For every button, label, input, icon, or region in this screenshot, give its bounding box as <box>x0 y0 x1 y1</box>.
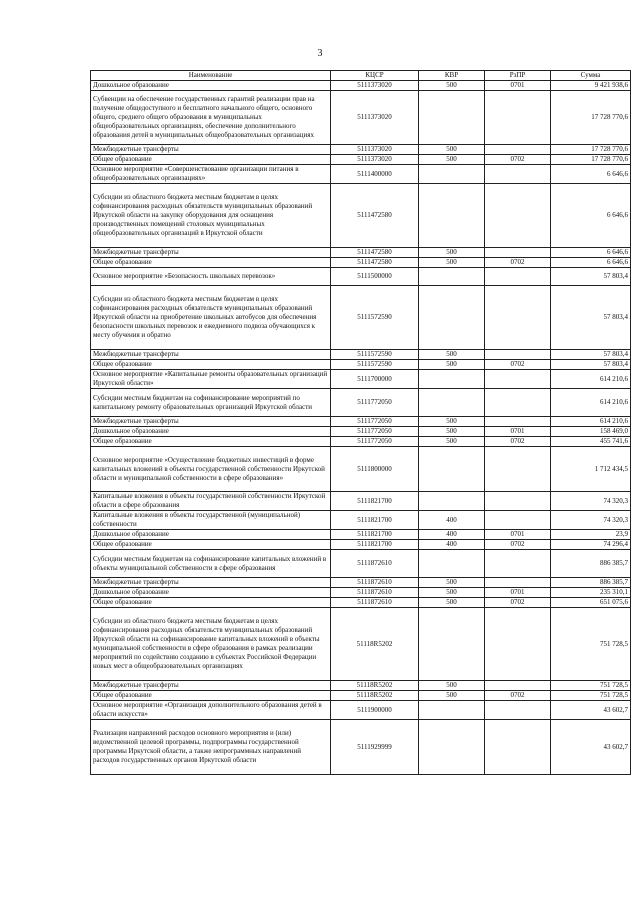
table-body <box>91 81 631 775</box>
rzpr-cell: 0702 <box>485 598 551 608</box>
kcsr-cell: 5111373020 <box>331 155 419 165</box>
table-row <box>91 598 631 608</box>
rzpr-cell: 0701 <box>485 588 551 598</box>
sum-cell: 17 728 770,6 <box>551 145 631 155</box>
sum-cell: 614 210,6 <box>551 370 631 389</box>
kcsr-cell: 5111572590 <box>331 350 419 360</box>
sum-cell: 614 210,6 <box>551 417 631 427</box>
kvr-cell <box>419 389 485 417</box>
kvr-cell <box>419 701 485 720</box>
sum-cell: 74 296,4 <box>551 540 631 550</box>
rzpr-cell <box>485 145 551 155</box>
budget-table <box>90 70 631 775</box>
page-number: 3 <box>317 48 323 59</box>
rzpr-cell: 0702 <box>485 691 551 701</box>
kcsr-cell: 5111872610 <box>331 598 419 608</box>
kvr-cell: 500 <box>419 350 485 360</box>
kcsr-cell: 51118R5202 <box>331 681 419 691</box>
kcsr-cell: 5111872610 <box>331 578 419 588</box>
kcsr-cell: 5111821700 <box>331 511 419 530</box>
kcsr-cell: 5111800000 <box>331 447 419 492</box>
table-row <box>91 389 631 417</box>
table-row <box>91 184 631 248</box>
kvr-cell: 500 <box>419 81 485 91</box>
rzpr-cell <box>485 389 551 417</box>
kcsr-cell: 5111700000 <box>331 370 419 389</box>
kcsr-cell: 5111373020 <box>331 145 419 155</box>
name-cell: Межбюджетные трансферты <box>91 578 331 588</box>
kcsr-cell: 5111772050 <box>331 427 419 437</box>
table-row <box>91 248 631 258</box>
table-row <box>91 720 631 775</box>
name-cell: Межбюджетные трансферты <box>91 417 331 427</box>
rzpr-cell <box>485 701 551 720</box>
table-row <box>91 165 631 184</box>
name-cell: Основное мероприятие «Организация дополнительного образования детей в области искусств» <box>91 701 331 720</box>
name-cell: Общее образование <box>91 360 331 370</box>
rzpr-cell <box>485 184 551 248</box>
kcsr-cell: 5111400000 <box>331 165 419 184</box>
name-cell: Основное мероприятие «Совершенствование организации питания в общеобразовательных организациях» <box>91 165 331 184</box>
kvr-cell <box>419 550 485 578</box>
sum-cell: 57 803,4 <box>551 350 631 360</box>
kcsr-cell: 5111472580 <box>331 258 419 268</box>
table-row <box>91 511 631 530</box>
header-kcsr: КЦСР <box>331 71 419 81</box>
name-cell: Общее образование <box>91 691 331 701</box>
kcsr-cell: 5111929999 <box>331 720 419 775</box>
kvr-cell: 500 <box>419 588 485 598</box>
sum-cell: 886 385,7 <box>551 550 631 578</box>
rzpr-cell <box>485 492 551 511</box>
name-cell: Основное мероприятие «Безопасность школьных перевозок» <box>91 268 331 286</box>
kvr-cell: 500 <box>419 258 485 268</box>
kvr-cell: 400 <box>419 540 485 550</box>
table-row <box>91 691 631 701</box>
name-cell: Межбюджетные трансферты <box>91 350 331 360</box>
kvr-cell <box>419 492 485 511</box>
kcsr-cell: 5111772050 <box>331 389 419 417</box>
rzpr-cell <box>485 511 551 530</box>
name-cell: Основное мероприятие «Осуществление бюджетных инвестиций в форме капитальных вложений в объекты государственной собственности Иркутской области и муниципальной собственности в сфере образования» <box>91 447 331 492</box>
table-row <box>91 91 631 145</box>
kvr-cell: 400 <box>419 511 485 530</box>
sum-cell: 17 728 770,6 <box>551 155 631 165</box>
kvr-cell <box>419 370 485 389</box>
table-row <box>91 155 631 165</box>
sum-cell: 23,9 <box>551 530 631 540</box>
table-row <box>91 437 631 447</box>
kvr-cell: 500 <box>419 427 485 437</box>
kcsr-cell: 5111373020 <box>331 91 419 145</box>
sum-cell: 158 469,0 <box>551 427 631 437</box>
name-cell: Капитальные вложения в объекты государственной (муниципальной) собственности <box>91 511 331 530</box>
sum-cell: 751 728,5 <box>551 681 631 691</box>
header-sum: Сумма <box>551 71 631 81</box>
name-cell: Реализация направлений расходов основного мероприятия и (или) ведомственной целевой программы, подпрограммы государственной программы Иркутской области, а также непрограммных направлений расходов государственных органов Иркутской области <box>91 720 331 775</box>
rzpr-cell: 0702 <box>485 540 551 550</box>
table-row <box>91 492 631 511</box>
kvr-cell <box>419 268 485 286</box>
header-name: Наименование <box>91 71 331 81</box>
table-row <box>91 540 631 550</box>
sum-cell: 6 646,6 <box>551 258 631 268</box>
sum-cell: 6 646,6 <box>551 248 631 258</box>
kvr-cell: 500 <box>419 417 485 427</box>
kcsr-cell: 5111821700 <box>331 530 419 540</box>
rzpr-cell <box>485 447 551 492</box>
table-row <box>91 258 631 268</box>
kvr-cell <box>419 286 485 350</box>
name-cell: Субсидии из областного бюджета местным бюджетам в целях софинансирования расходных обязательств муниципальных образований Иркутской области на закупку оборудования для оснащения производственных помещений столовых муниципальных общеобразовательных организаций в Иркутской области <box>91 184 331 248</box>
sum-cell: 74 320,3 <box>551 492 631 511</box>
sum-cell: 614 210,6 <box>551 389 631 417</box>
rzpr-cell: 0702 <box>485 258 551 268</box>
kcsr-cell: 5111821700 <box>331 492 419 511</box>
sum-cell: 9 421 938,6 <box>551 81 631 91</box>
kvr-cell <box>419 184 485 248</box>
kcsr-cell: 51118R5202 <box>331 608 419 681</box>
rzpr-cell: 0701 <box>485 81 551 91</box>
name-cell: Дошкольное образование <box>91 81 331 91</box>
rzpr-cell: 0702 <box>485 155 551 165</box>
table-row <box>91 268 631 286</box>
table-row <box>91 350 631 360</box>
sum-cell: 651 075,6 <box>551 598 631 608</box>
header-kvr: КВР <box>419 71 485 81</box>
name-cell: Основное мероприятие «Капитальные ремонты образовательных организаций Иркутской области» <box>91 370 331 389</box>
kvr-cell: 500 <box>419 248 485 258</box>
rzpr-cell <box>485 578 551 588</box>
kcsr-cell: 5111872610 <box>331 550 419 578</box>
name-cell: Капитальные вложения в объекты государственной собственности Иркутской области в сфере образования <box>91 492 331 511</box>
name-cell: Общее образование <box>91 155 331 165</box>
rzpr-cell <box>485 550 551 578</box>
sum-cell: 235 310,1 <box>551 588 631 598</box>
table-row <box>91 447 631 492</box>
name-cell: Субсидии из областного бюджета местным бюджетам в целях софинансирования расходных обязательств муниципальных образований Иркутской области на приобретение школьных автобусов для обеспечения безопасности школьных перевозок и ежедневного подвоза обучающихся к месту обучения и обратно <box>91 286 331 350</box>
table-row <box>91 578 631 588</box>
kcsr-cell: 5111572590 <box>331 360 419 370</box>
kvr-cell: 500 <box>419 578 485 588</box>
name-cell: Субвенции на обеспечение государственных гарантий реализации прав на получение общедоступного и бесплатного начального общего, основного общего, среднего общего образования в муниципальных общеобразовательных организациях, обеспечение дополнительного образования детей в муниципальных общеобразовательных организациях <box>91 91 331 145</box>
kvr-cell: 400 <box>419 530 485 540</box>
sum-cell: 6 646,6 <box>551 184 631 248</box>
sum-cell: 57 803,4 <box>551 268 631 286</box>
rzpr-cell <box>485 608 551 681</box>
kcsr-cell: 5111572590 <box>331 286 419 350</box>
sum-cell: 43 602,7 <box>551 701 631 720</box>
sum-cell: 6 646,6 <box>551 165 631 184</box>
name-cell: Общее образование <box>91 258 331 268</box>
kvr-cell <box>419 608 485 681</box>
name-cell: Межбюджетные трансферты <box>91 681 331 691</box>
rzpr-cell <box>485 248 551 258</box>
rzpr-cell <box>485 350 551 360</box>
kcsr-cell: 5111472580 <box>331 248 419 258</box>
kvr-cell: 500 <box>419 145 485 155</box>
rzpr-cell: 0702 <box>485 437 551 447</box>
sum-cell: 74 320,3 <box>551 511 631 530</box>
name-cell: Общее образование <box>91 598 331 608</box>
table-row <box>91 701 631 720</box>
table-row <box>91 360 631 370</box>
kvr-cell <box>419 165 485 184</box>
kvr-cell: 500 <box>419 155 485 165</box>
table-row <box>91 608 631 681</box>
sum-cell: 57 803,4 <box>551 286 631 350</box>
kvr-cell: 500 <box>419 681 485 691</box>
sum-cell: 43 602,7 <box>551 720 631 775</box>
table-row <box>91 427 631 437</box>
kvr-cell <box>419 91 485 145</box>
header-rzpr: РзПР <box>485 71 551 81</box>
sum-cell: 1 712 434,5 <box>551 447 631 492</box>
kcsr-cell: 5111821700 <box>331 540 419 550</box>
rzpr-cell <box>485 370 551 389</box>
table-row <box>91 417 631 427</box>
name-cell: Субсидии местным бюджетам на софинансирование капитальных вложений в объекты муниципальной собственности в сфере образования <box>91 550 331 578</box>
table-row <box>91 681 631 691</box>
name-cell: Межбюджетные трансферты <box>91 248 331 258</box>
kvr-cell: 500 <box>419 598 485 608</box>
kcsr-cell: 5111373020 <box>331 81 419 91</box>
rzpr-cell <box>485 681 551 691</box>
kcsr-cell: 5111872610 <box>331 588 419 598</box>
sum-cell: 455 741,6 <box>551 437 631 447</box>
table-header-row <box>91 71 631 81</box>
table-row <box>91 550 631 578</box>
name-cell: Общее образование <box>91 437 331 447</box>
kvr-cell <box>419 720 485 775</box>
rzpr-cell: 0701 <box>485 427 551 437</box>
kvr-cell: 500 <box>419 437 485 447</box>
kcsr-cell: 5111900000 <box>331 701 419 720</box>
name-cell: Субсидии из областного бюджета местным бюджетам в целях софинансирования расходных обязательств муниципальных образований Иркутской области на софинансирование капитальных вложений в объекты муниципальной собственности в сфере образования в рамках реализации мероприятий по содействию созданию в субъектах Российской Федерации новых мест в общеобразовательных организациях <box>91 608 331 681</box>
rzpr-cell <box>485 268 551 286</box>
kvr-cell: 500 <box>419 691 485 701</box>
name-cell: Дошкольное образование <box>91 530 331 540</box>
sum-cell: 57 803,4 <box>551 360 631 370</box>
rzpr-cell: 0702 <box>485 360 551 370</box>
name-cell: Общее образование <box>91 540 331 550</box>
rzpr-cell <box>485 91 551 145</box>
kvr-cell: 500 <box>419 360 485 370</box>
kcsr-cell: 5111472580 <box>331 184 419 248</box>
table-row <box>91 286 631 350</box>
kcsr-cell: 5111772050 <box>331 437 419 447</box>
table-row <box>91 370 631 389</box>
sum-cell: 17 728 770,6 <box>551 91 631 145</box>
sum-cell: 886 385,7 <box>551 578 631 588</box>
table-row <box>91 145 631 155</box>
table-row <box>91 588 631 598</box>
kvr-cell <box>419 447 485 492</box>
kcsr-cell: 51118R5202 <box>331 691 419 701</box>
rzpr-cell <box>485 417 551 427</box>
name-cell: Дошкольное образование <box>91 588 331 598</box>
sum-cell: 751 728,5 <box>551 608 631 681</box>
rzpr-cell: 0701 <box>485 530 551 540</box>
rzpr-cell <box>485 286 551 350</box>
rzpr-cell <box>485 165 551 184</box>
table-row <box>91 81 631 91</box>
table-row <box>91 530 631 540</box>
sum-cell: 751 728,5 <box>551 691 631 701</box>
kcsr-cell: 5111500000 <box>331 268 419 286</box>
kcsr-cell: 5111772050 <box>331 417 419 427</box>
rzpr-cell <box>485 720 551 775</box>
name-cell: Дошкольное образование <box>91 427 331 437</box>
name-cell: Субсидии местным бюджетам на софинансирование мероприятий по капитальному ремонту образовательных организаций Иркутской области <box>91 389 331 417</box>
name-cell: Межбюджетные трансферты <box>91 145 331 155</box>
